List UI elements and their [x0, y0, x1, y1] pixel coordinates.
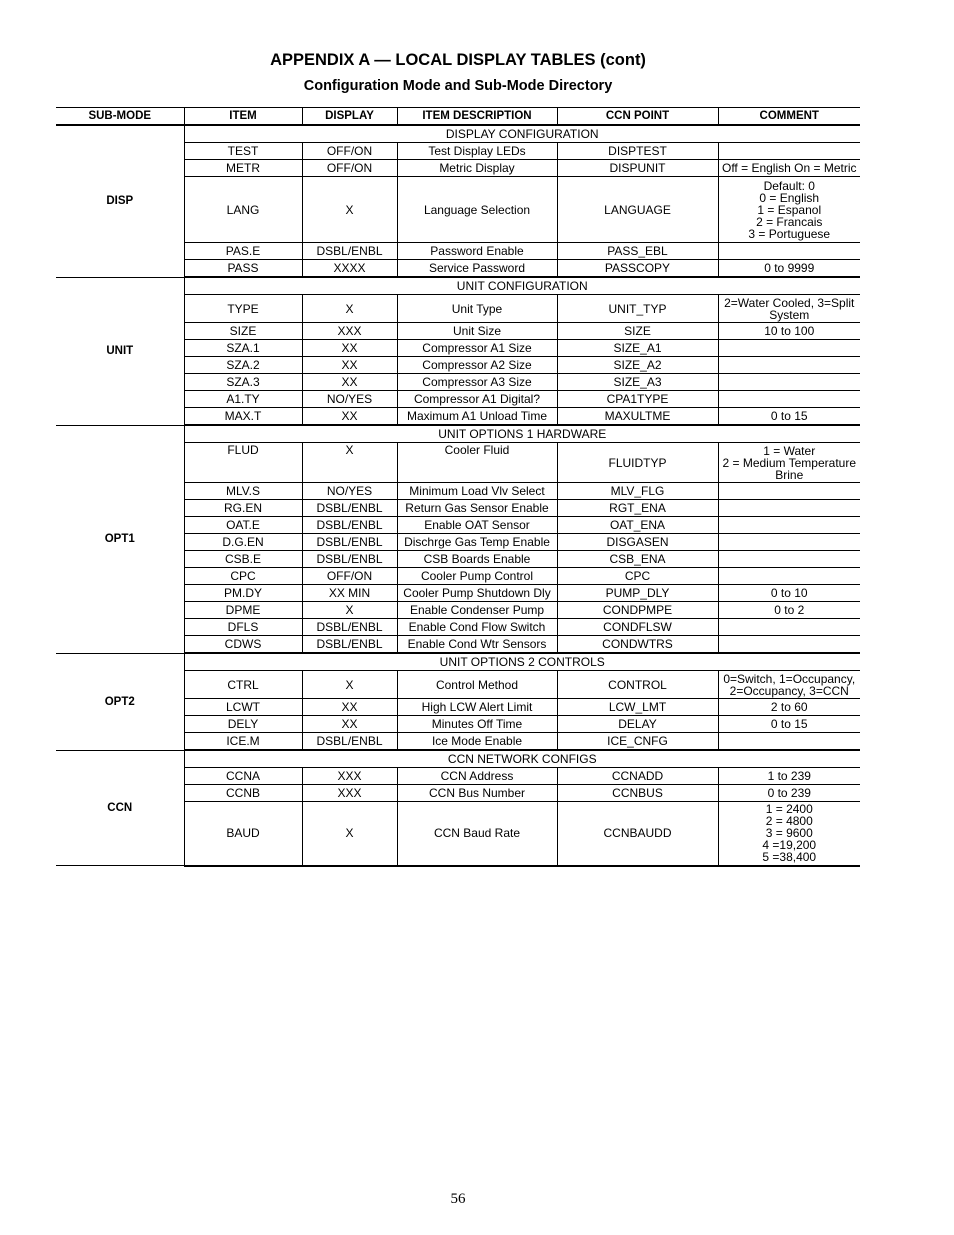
item-cell: D.G.EN: [184, 534, 302, 551]
description-cell: Control Method: [397, 671, 557, 699]
display-cell: DSBL/ENBL: [302, 517, 397, 534]
page-number: 56: [450, 1191, 466, 1207]
description-cell: Return Gas Sensor Enable: [397, 500, 557, 517]
display-cell: XX: [302, 408, 397, 426]
ccn-point-cell: CCNBUS: [557, 785, 718, 802]
ccn-point-cell: SIZE_A1: [557, 340, 718, 357]
item-cell: PM.DY: [184, 585, 302, 602]
ccn-point-cell: PUMP_DLY: [557, 585, 718, 602]
ccn-point-cell: CONDFLSW: [557, 619, 718, 636]
display-cell: X: [302, 802, 397, 866]
comment-cell: 0=Switch, 1=Occupancy, 2=Occupancy, 3=CCN: [718, 671, 860, 699]
comment-cell: [718, 534, 860, 551]
item-cell: SZA.1: [184, 340, 302, 357]
item-cell: LCWT: [184, 699, 302, 716]
comment-cell: 1 to 239: [718, 768, 860, 785]
page-title: APPENDIX A — LOCAL DISPLAY TABLES (cont): [270, 51, 646, 69]
description-cell: Maximum A1 Unload Time: [397, 408, 557, 426]
description-cell: Enable Cond Wtr Sensors: [397, 636, 557, 654]
submode-label: OPT2: [56, 653, 184, 750]
item-cell: SZA.3: [184, 374, 302, 391]
display-cell: XX: [302, 716, 397, 733]
description-cell: Compressor A2 Size: [397, 357, 557, 374]
section-heading: UNIT OPTIONS 1 HARDWARE: [184, 425, 860, 443]
display-cell: OFF/ON: [302, 143, 397, 160]
ccn-point-cell: PASSCOPY: [557, 260, 718, 278]
ccn-point-cell: SIZE_A2: [557, 357, 718, 374]
section-row: [56, 653, 860, 671]
ccn-point-cell: PASS_EBL: [557, 243, 718, 260]
display-cell: OFF/ON: [302, 160, 397, 177]
comment-cell: [718, 568, 860, 585]
item-cell: METR: [184, 160, 302, 177]
item-cell: CDWS: [184, 636, 302, 654]
item-cell: ICE.M: [184, 733, 302, 751]
item-cell: LANG: [184, 177, 302, 243]
comment-cell: 0 to 15: [718, 408, 860, 426]
item-cell: CPC: [184, 568, 302, 585]
config-directory-table: [56, 107, 860, 867]
description-cell: CCN Baud Rate: [397, 802, 557, 866]
display-cell: XXX: [302, 785, 397, 802]
display-cell: DSBL/ENBL: [302, 733, 397, 751]
comment-cell: [718, 143, 860, 160]
ccn-point-cell: CONTROL: [557, 671, 718, 699]
submode-label: DISP: [56, 125, 184, 277]
ccn-point-cell: DISGASEN: [557, 534, 718, 551]
display-cell: XXX: [302, 323, 397, 340]
description-cell: Minutes Off Time: [397, 716, 557, 733]
table-subtitle: Configuration Mode and Sub-Mode Directory: [303, 78, 613, 94]
ccn-point-cell: CPA1TYPE: [557, 391, 718, 408]
display-cell: X: [302, 177, 397, 243]
item-cell: SZA.2: [184, 357, 302, 374]
item-cell: CTRL: [184, 671, 302, 699]
header-display: DISPLAY: [302, 108, 397, 126]
comment-cell: [718, 517, 860, 534]
section-heading: UNIT CONFIGURATION: [184, 277, 860, 295]
ccn-point-cell: MLV_FLG: [557, 483, 718, 500]
description-cell: Unit Type: [397, 295, 557, 323]
display-cell: XX: [302, 699, 397, 716]
description-cell: Service Password: [397, 260, 557, 278]
item-cell: PASS: [184, 260, 302, 278]
item-cell: CCNB: [184, 785, 302, 802]
item-cell: RG.EN: [184, 500, 302, 517]
header-comment: COMMENT: [718, 108, 860, 126]
display-cell: X: [302, 443, 397, 483]
description-cell: Enable Condenser Pump: [397, 602, 557, 619]
comment-cell: 2 to 60: [718, 699, 860, 716]
display-cell: XX: [302, 357, 397, 374]
ccn-point-cell: SIZE: [557, 323, 718, 340]
ccn-point-cell: OAT_ENA: [557, 517, 718, 534]
description-cell: Compressor A1 Digital?: [397, 391, 557, 408]
display-cell: X: [302, 295, 397, 323]
submode-label: UNIT: [56, 277, 184, 425]
section-row: [56, 277, 860, 295]
comment-cell: [718, 391, 860, 408]
comment-cell: [718, 551, 860, 568]
ccn-point-cell: CCNADD: [557, 768, 718, 785]
description-cell: CCN Bus Number: [397, 785, 557, 802]
section-heading: UNIT OPTIONS 2 CONTROLS: [184, 653, 860, 671]
item-cell: OAT.E: [184, 517, 302, 534]
comment-cell: [718, 500, 860, 517]
comment-cell: [718, 340, 860, 357]
ccn-point-cell: CPC: [557, 568, 718, 585]
description-cell: Enable Cond Flow Switch: [397, 619, 557, 636]
item-cell: TEST: [184, 143, 302, 160]
item-cell: DPME: [184, 602, 302, 619]
comment-cell: 0 to 15: [718, 716, 860, 733]
header-item: ITEM: [184, 108, 302, 126]
description-cell: CCN Address: [397, 768, 557, 785]
item-cell: CSB.E: [184, 551, 302, 568]
description-cell: Ice Mode Enable: [397, 733, 557, 751]
item-cell: CCNA: [184, 768, 302, 785]
ccn-point-cell: DISPTEST: [557, 143, 718, 160]
item-cell: A1.TY: [184, 391, 302, 408]
comment-cell: Off = English On = Metric: [718, 160, 860, 177]
item-cell: FLUD: [184, 443, 302, 483]
ccn-point-cell: RGT_ENA: [557, 500, 718, 517]
display-cell: XXX: [302, 768, 397, 785]
description-cell: Cooler Pump Control: [397, 568, 557, 585]
comment-cell: [718, 483, 860, 500]
ccn-point-cell: DELAY: [557, 716, 718, 733]
header-row: [56, 108, 860, 126]
display-cell: DSBL/ENBL: [302, 500, 397, 517]
display-cell: DSBL/ENBL: [302, 243, 397, 260]
item-cell: DFLS: [184, 619, 302, 636]
display-cell: XXXX: [302, 260, 397, 278]
description-cell: Compressor A3 Size: [397, 374, 557, 391]
comment-cell: 10 to 100: [718, 323, 860, 340]
display-cell: OFF/ON: [302, 568, 397, 585]
ccn-point-cell: CCNBAUDD: [557, 802, 718, 866]
item-cell: DELY: [184, 716, 302, 733]
submode-label: OPT1: [56, 425, 184, 653]
item-cell: SIZE: [184, 323, 302, 340]
comment-cell: 0 to 10: [718, 585, 860, 602]
ccn-point-cell: CONDWTRS: [557, 636, 718, 654]
description-cell: High LCW Alert Limit: [397, 699, 557, 716]
ccn-point-cell: SIZE_A3: [557, 374, 718, 391]
description-cell: Enable OAT Sensor: [397, 517, 557, 534]
description-cell: Test Display LEDs: [397, 143, 557, 160]
description-cell: Metric Display: [397, 160, 557, 177]
item-cell: MLV.S: [184, 483, 302, 500]
item-cell: BAUD: [184, 802, 302, 866]
comment-cell: [718, 357, 860, 374]
display-cell: DSBL/ENBL: [302, 636, 397, 654]
ccn-point-cell: ICE_CNFG: [557, 733, 718, 751]
display-cell: NO/YES: [302, 483, 397, 500]
submode-label: CCN: [56, 750, 184, 866]
description-cell: Cooler Pump Shutdown Dly: [397, 585, 557, 602]
item-cell: MAX.T: [184, 408, 302, 426]
comment-cell: 0 to 2: [718, 602, 860, 619]
header-description: ITEM DESCRIPTION: [397, 108, 557, 126]
description-cell: Unit Size: [397, 323, 557, 340]
display-cell: XX: [302, 374, 397, 391]
comment-cell: Default: 0 0 = English 1 = Espanol 2 = Francais 3 = Portuguese: [718, 177, 860, 243]
description-cell: Language Selection: [397, 177, 557, 243]
comment-cell: 2=Water Cooled, 3=Split System: [718, 295, 860, 323]
description-cell: CSB Boards Enable: [397, 551, 557, 568]
description-cell: Dischrge Gas Temp Enable: [397, 534, 557, 551]
display-cell: NO/YES: [302, 391, 397, 408]
header-submode: SUB-MODE: [56, 108, 184, 126]
display-cell: XX MIN: [302, 585, 397, 602]
ccn-point-cell: UNIT_TYP: [557, 295, 718, 323]
display-cell: XX: [302, 340, 397, 357]
section-heading: CCN NETWORK CONFIGS: [184, 750, 860, 768]
ccn-point-cell: CSB_ENA: [557, 551, 718, 568]
display-cell: DSBL/ENBL: [302, 551, 397, 568]
section-row: [56, 750, 860, 768]
ccn-point-cell: LCW_LMT: [557, 699, 718, 716]
comment-cell: [718, 619, 860, 636]
item-cell: PAS.E: [184, 243, 302, 260]
comment-cell: [718, 243, 860, 260]
description-cell: Compressor A1 Size: [397, 340, 557, 357]
ccn-point-cell: DISPUNIT: [557, 160, 718, 177]
header-ccn-point: CCN POINT: [557, 108, 718, 126]
comment-cell: [718, 733, 860, 751]
ccn-point-cell: FLUIDTYP: [557, 443, 718, 483]
display-cell: DSBL/ENBL: [302, 619, 397, 636]
description-cell: Password Enable: [397, 243, 557, 260]
comment-cell: 0 to 9999: [718, 260, 860, 278]
description-cell: Cooler Fluid: [397, 443, 557, 483]
ccn-point-cell: LANGUAGE: [557, 177, 718, 243]
comment-cell: 0 to 239: [718, 785, 860, 802]
comment-cell: [718, 374, 860, 391]
ccn-point-cell: CONDPMPE: [557, 602, 718, 619]
section-heading: DISPLAY CONFIGURATION: [184, 125, 860, 143]
description-cell: Minimum Load Vlv Select: [397, 483, 557, 500]
display-cell: DSBL/ENBL: [302, 534, 397, 551]
comment-cell: 1 = Water 2 = Medium Temperature Brine: [718, 443, 860, 483]
display-cell: X: [302, 602, 397, 619]
section-row: [56, 125, 860, 143]
comment-cell: [718, 636, 860, 654]
display-cell: X: [302, 671, 397, 699]
section-row: [56, 425, 860, 443]
ccn-point-cell: MAXULTME: [557, 408, 718, 426]
item-cell: TYPE: [184, 295, 302, 323]
comment-cell: 1 = 2400 2 = 4800 3 = 9600 4 =19,200 5 =38,400: [718, 802, 860, 866]
